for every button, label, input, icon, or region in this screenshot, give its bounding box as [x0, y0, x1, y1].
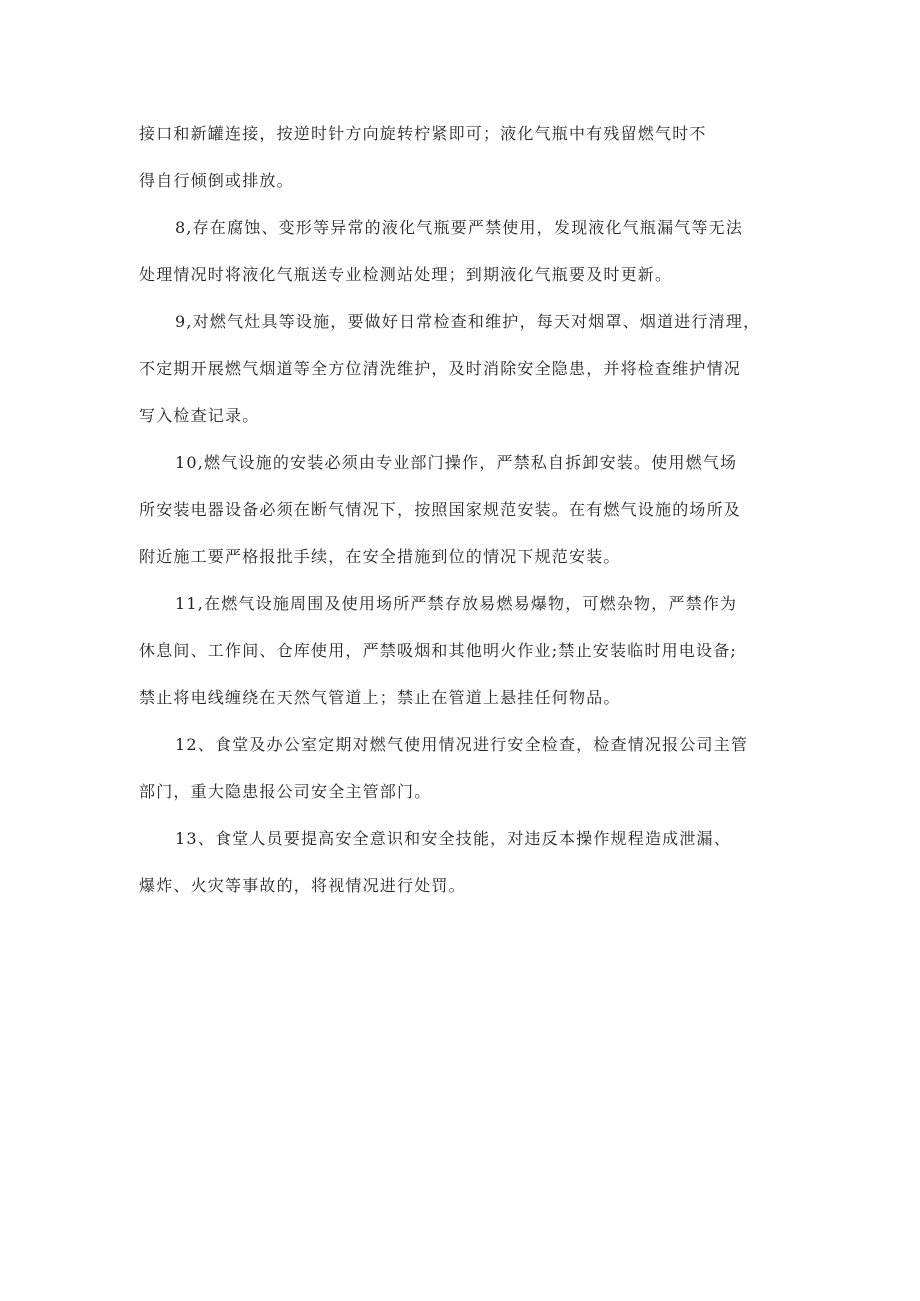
paragraph-13-line-1: 13、食堂人员要提高安全意识和安全技能，对违反本操作规程造成泄漏、 — [175, 829, 731, 848]
paragraph-8-line-1: 8,存在腐蚀、变形等异常的液化气瓶要严禁使用，发现液化气瓶漏气等无法 — [175, 218, 744, 237]
document-body — [139, 110, 787, 909]
paragraph-9-line-2: 不定期开展燃气烟道等全方位清洗维护，及时消除安全隐患，并将检查维护情况 — [139, 359, 742, 378]
paragraph-9-line-3: 写入检查记录。 — [139, 406, 260, 425]
paragraph-10-line-1: 10,燃气设施的安装必须由专业部门操作，严禁私自拆卸安装。使用燃气场 — [175, 453, 738, 472]
paragraph-7-line-1: 接口和新罐连接，按逆时针方向旋转柠紧即可；液化气瓶中有残留燃气时不 — [139, 124, 707, 143]
paragraph-8-line-2: 处理情况时将液化气瓶送专业检测站处理；到期液化气瓶要及时更新。 — [139, 265, 673, 284]
paragraph-11-line-3: 禁止将电线缠绕在天然气管道上；禁止在管道上悬挂任何物品。 — [139, 688, 621, 707]
paragraph-10-line-3: 附近施工要严格报批手续，在安全措施到位的情况下规范安装。 — [139, 547, 621, 566]
paragraph-10-line-2: 所安装电器设备必须在断气情况下，按照国家规范安装。在有燃气设施的场所及 — [139, 500, 742, 519]
paragraph-11-line-2: 休息间、工作间、仓库使用，严禁吸烟和其他明火作业;禁止安装临时用电设备; — [139, 641, 737, 660]
paragraph-11-line-1: 11,在燃气设施周围及使用场所严禁存放易燃易爆物，可燃杂物，严禁作为 — [175, 594, 738, 613]
paragraph-12-line-2: 部门，重大隐患报公司安全主管部门。 — [139, 782, 432, 801]
paragraph-13-line-2: 爆炸、火灾等事故的，将视情况进行处罚。 — [139, 876, 466, 895]
paragraph-7-line-2: 得自行倾倒或排放。 — [139, 171, 294, 190]
paragraph-9-line-1: 9,对燃气灶具等设施，要做好日常检查和维护，每天对烟罩、烟道进行清理， — [175, 312, 761, 331]
paragraph-12-line-1: 12、食堂及办公室定期对燃气使用情况进行安全检查，检查情况报公司主管 — [175, 735, 749, 754]
